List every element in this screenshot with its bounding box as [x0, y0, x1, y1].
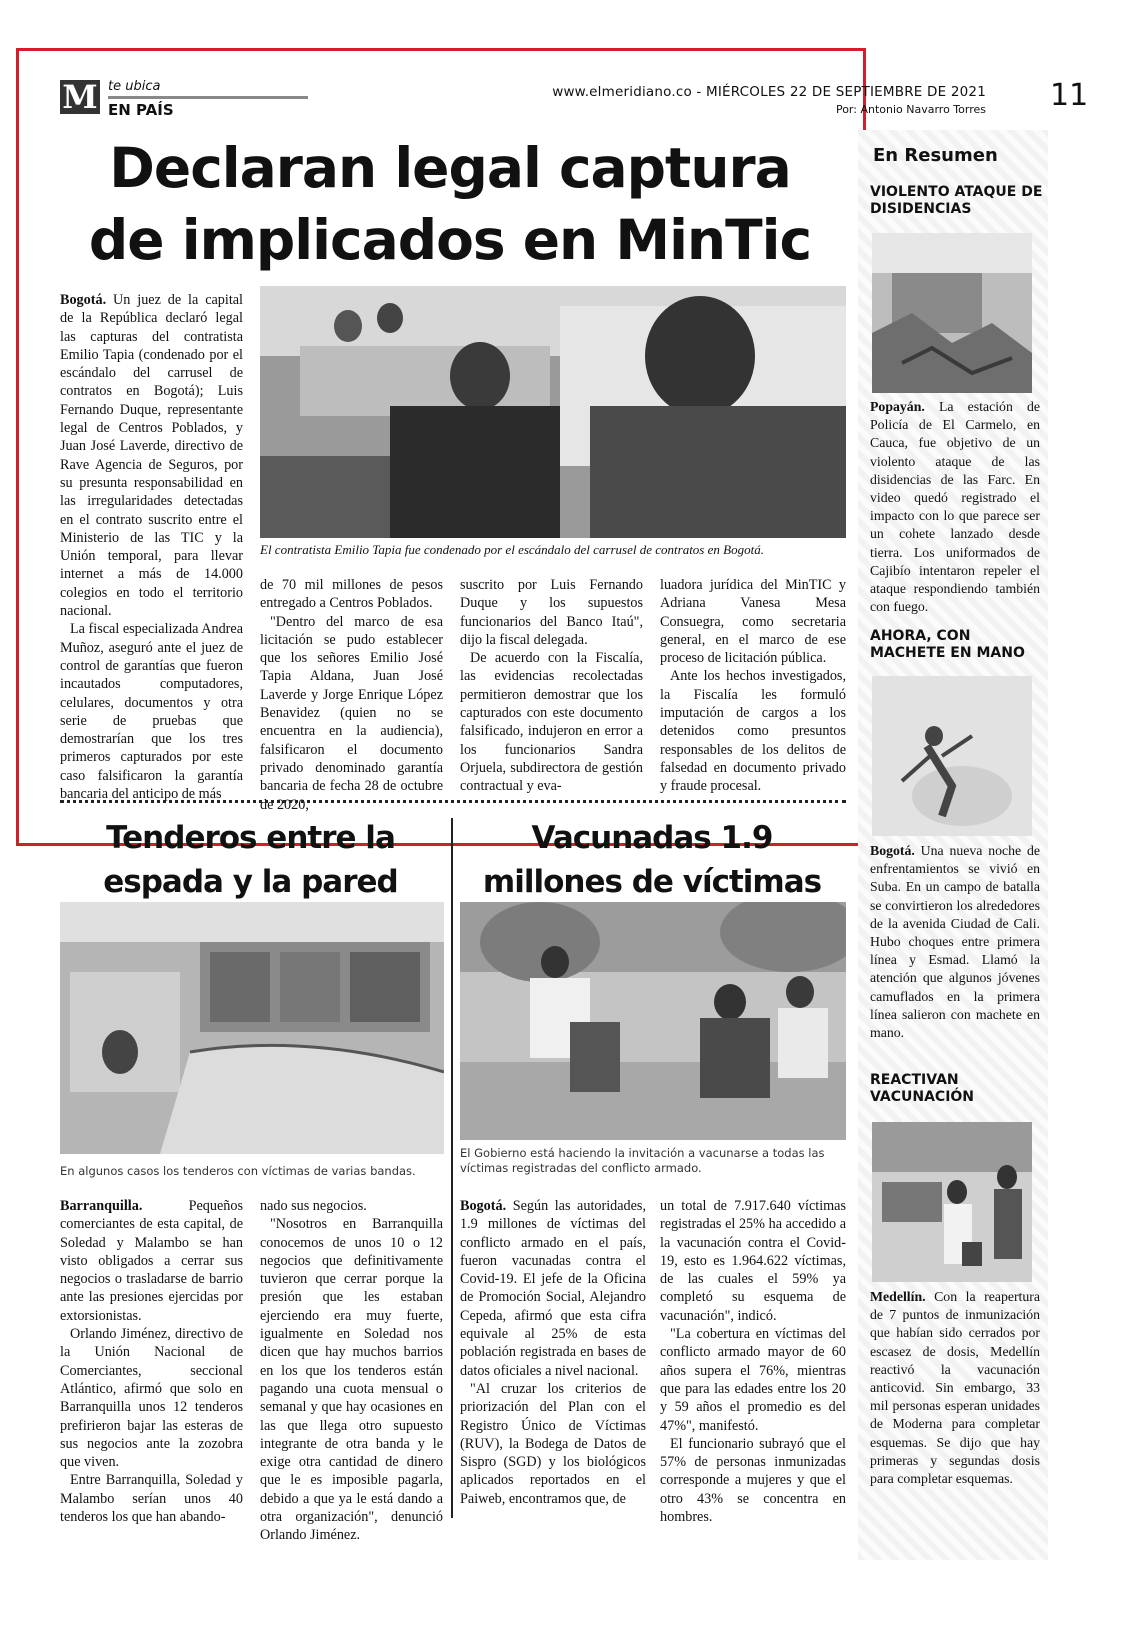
vacunas-dateline-lead: Bogotá.	[460, 1198, 507, 1214]
sidebar-item-2-body: Una nueva noche de enfrentamientos se vivió en Suba. En un campo de batalla se convirtieron los alrededores de la avenida Ciudad de Cali. Hubo choques entre primera línea y Esmad. Llamó la atención que algunos jóvenes camuflados en la primera línea salieron con machete en mano.	[870, 843, 1040, 1041]
sidebar-item-1-text	[870, 398, 1040, 616]
main-col-2	[260, 576, 443, 814]
main-col4-p2: Ante los hechos investigados, la Fiscalía les formuló imputación de cargos a los detenidos como presuntos responsables de los delitos de falsedad en documento privado y fraude procesal.	[660, 668, 846, 795]
main-col1-p2: La fiscal especializada Andrea Muñoz, aseguró ante el juez de control de garantías que fueron incautados computadores, celulares, documentos y otra serie de pruebas que demostrarían que los tres primeros capturados por este caso falsificaron la garantía bancaria del anticipo de más	[60, 621, 243, 803]
main-col-3	[460, 576, 643, 796]
byline: Por: Antonio Navarro Torres	[835, 103, 986, 116]
vacunas-col2-p1: un total de 7.917.640 víctimas registradas el 25% ha accedido a la vacunación contra el Covid-19, esto es 1.964.622 víctimas, de las cuales el 59% ya completó su esquema de vacunación", indicó.	[660, 1198, 846, 1324]
tenderos-headline	[58, 816, 443, 904]
section-kicker: te ubica	[108, 79, 161, 94]
tenderos-col2-p2: "Nosotros en Barranquilla conocemos de unos 10 o 12 negocios que definitivamente tuvieron que cerrar porque la presión que les estaban ejerciendo era muy fuerte, igualmente en Soledad nos dicen que hay muchos barrios en los que los tenderos están pagando una cuota mensual o semanal y que hay ocasiones en las que llega otro supuesto integrante de otra banda y le exige otra cantidad de dinero que le es imposible pagarla, debido a que ya le está dando a otra organización", denunció Orlando Jiménez.	[260, 1216, 443, 1544]
main-col-4	[660, 576, 846, 796]
meridiano-logo: M	[60, 80, 100, 114]
vacunas-col2-p3: El funcionario subrayó que el 57% de personas inmunizadas corresponde a mujeres y que el otro 43% se concentra en hombres.	[660, 1435, 846, 1526]
sidebar-item-3-heading: REACTIVAN VACUNACIÓN	[870, 1072, 975, 1105]
sidebar-item-1-photo	[872, 233, 1032, 393]
main-dateline-lead: Bogotá.	[60, 292, 107, 308]
tenderos-col1-p3: Entre Barranquilla, Soledad y Malambo serían unos 40 tenderos los que han abando-	[60, 1472, 243, 1526]
sidebar-item-3-text	[870, 1288, 1040, 1488]
vacunas-headline	[458, 816, 846, 904]
tenderos-col1-p2: Orlando Jiménez, directivo de la Unión Nacional de Comerciantes, seccional Atlántico, afirmó que solo en Barranquilla unos 12 tenderos prefirieron bajar las esteras de sus negocios ante la zozobra que viven.	[60, 1326, 243, 1471]
tenderos-headline-line2: espada y la pared	[103, 864, 398, 900]
main-headline	[40, 132, 860, 276]
main-headline-line2: de implicados en MinTic	[88, 208, 812, 272]
vacunas-col-1	[460, 1197, 646, 1508]
main-col4-p1: luadora jurídica del MinTIC y Adriana Vanesa Mesa Consuegra, como secretaria general, en el marco de ese proceso de licitación pública.	[660, 577, 846, 667]
sidebar-item-3-lead: Medellín.	[870, 1289, 926, 1304]
sidebar-item-2-text	[870, 842, 1040, 1042]
tenderos-col-1	[60, 1197, 243, 1526]
main-col3-p1: suscrito por Luis Fernando Duque y los supuestos funcionarios del Banco Itaú", dijo la fiscal delegada.	[460, 577, 643, 648]
sidebar-item-2-photo	[872, 676, 1032, 836]
sidebar-item-2-lead: Bogotá.	[870, 843, 915, 858]
main-col2-p2: "Dentro del marco de esa licitación se pudo establecer que los señores Emilio José Tapia Aldana, Juan José Laverde y Jorge Enrique López Benavidez (quien no se encuentra en la audiencia), falsificaron el documento privado denominado garantía bancaria de fecha 28 de octubre de 2020,	[260, 613, 443, 813]
sidebar-item-3-photo	[872, 1122, 1032, 1282]
main-col3-p2: De acuerdo con la Fiscalía, las evidencias recolectadas permitieron demostrar que los capturados con este documento falsificado, indujeron en error a los funcionarios Sandra Orjuela, subdirectora de gestión contractual y eva-	[460, 650, 643, 795]
column-rule	[451, 818, 453, 1518]
vacunas-col1-p2: "Al cruzar los criterios de priorización del Plan con el Registro Único de Víctimas (RUV), la Bodega de Datos de Sispro (SGD) y los biológicos aplicados reportados en el Paiweb, encontramos que, de	[460, 1380, 646, 1507]
tenderos-photo-caption: En algunos casos los tenderos con víctimas de varias bandas.	[60, 1164, 416, 1178]
page-number: 11	[1050, 78, 1089, 113]
vacunas-photo	[460, 902, 846, 1140]
tenderos-col1-p1: Pequeños comerciantes de esta capital, de Soledad y Malambo se han visto obligados a cerrar sus negocios o trasladarse de barrio ante las presiones ejercidas por extorsionistas.	[60, 1198, 243, 1324]
sidebar-item-1-body: La estación de Policía de El Carmelo, en Cauca, fue objetivo de un violento ataque de las disidencias de las Farc. En video quedó registrado el impacto con lo que parece ser un cohete lanzado desde tierra. Los uniformados de Cajibío intentaron repeler el ataque respondiendo también con fuego.	[870, 399, 1040, 615]
sidebar-item-3-body: Con la reapertura de 7 puntos de inmunización que habían sido cerrados por escasez de dosis, Medellín reactivó la vacunación anticovid. Sin embargo, 33 mil personas esperan unidades de Moderna para completar esquemas. Se dijo que hay primeras y segundas dosis para completar esquemas.	[870, 1289, 1041, 1487]
vacunas-headline-line2: millones de víctimas	[482, 864, 822, 900]
main-photo	[260, 286, 846, 538]
main-col-1	[60, 291, 243, 803]
vacunas-headline-line1: Vacunadas 1.9	[531, 820, 773, 856]
tenderos-col-2	[260, 1197, 443, 1545]
sidebar-item-1-heading: VIOLENTO ATAQUE DE DISIDENCIAS	[870, 184, 1043, 217]
tenderos-col2-p1: nado sus negocios.	[260, 1198, 367, 1214]
sidebar-title: En Resumen	[873, 145, 998, 166]
main-photo-caption: El contratista Emilio Tapia fue condenado por el escándalo del carrusel de contratos en Bogotá.	[260, 542, 764, 557]
sidebar-item-1-lead: Popayán.	[870, 399, 925, 414]
section-rule	[108, 96, 308, 99]
main-headline-line1: Declaran legal captura	[109, 136, 791, 200]
vacunas-col-2	[660, 1197, 846, 1526]
tenderos-photo	[60, 902, 444, 1154]
section-name: EN PAÍS	[108, 101, 174, 119]
tenderos-headline-line1: Tenderos entre la	[106, 820, 395, 856]
vacunas-col2-p2: "La cobertura en víctimas del conflicto armado mayor de 60 años supera el 76%, mientras que para las edades entre los 20 y 59 años el promedio es del 47%", manifestó.	[660, 1326, 846, 1434]
vacunas-photo-caption: El Gobierno está haciendo la invitación a vacunarse a todas las víctimas registradas del conflicto armado.	[460, 1146, 825, 1175]
vacunas-col1-p1: Según las autoridades, 1.9 millones de víctimas del conflicto armado en el país, fueron vacunadas contra el Covid-19. El jefe de la Oficina de Promoción Social, Alejandro Cepeda, afirmó que esta cifra equivale al 25% de esta población registrada en bases de datos oficiales a nivel nacional.	[460, 1198, 647, 1379]
sidebar-item-2-heading: AHORA, CON MACHETE EN MANO	[870, 628, 1025, 661]
main-col2-p1: de 70 mil millones de pesos entregado a Centros Poblados.	[260, 577, 443, 612]
dateline: www.elmeridiano.co - MIÉRCOLES 22 DE SEPTIEMBRE DE 2021	[552, 84, 986, 100]
story-divider	[60, 800, 846, 803]
tenderos-dateline-lead: Barranquilla.	[60, 1198, 143, 1214]
main-col1-p1: Un juez de la capital de la República declaró legal las capturas del contratista Emilio Tapia (condenado por el escándalo del carrusel de contratos en Bogotá); Luis Fernando Duque, representante legal de Centros Poblados, y Juan José Laverde, directivo de Rave Agencia de Seguros, por su presunta responsabilidad en las irregularidades detectadas en el contrato suscrito entre el Ministerio de las TIC y la Unión temporal, para llevar internet a más de 14.000 colegios en todo el territorio nacional.	[60, 292, 243, 620]
